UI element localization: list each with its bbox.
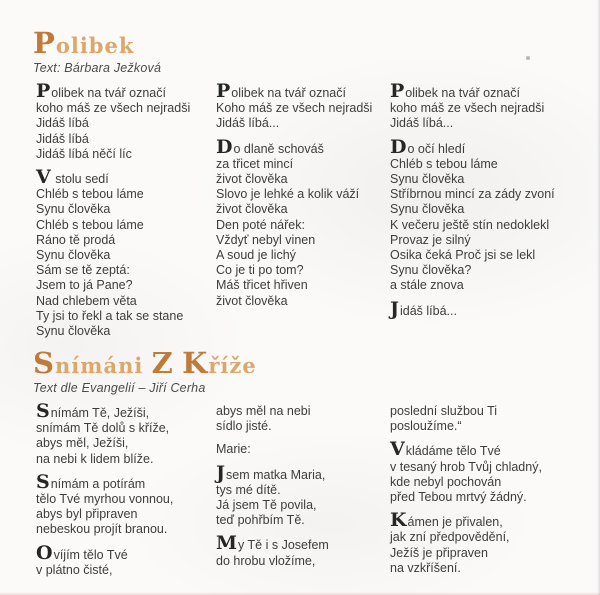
stanza <box>36 470 216 538</box>
lyric-line: Jidáš líbá <box>36 116 89 131</box>
title-letter: e <box>242 353 257 378</box>
title-capital-letter: S <box>33 346 55 380</box>
lyrics-column <box>390 404 570 584</box>
title-capital-letter: K <box>182 346 209 380</box>
lyric-line: kde nebyl pochován <box>390 474 502 489</box>
lyric-line <box>390 509 570 532</box>
drop-cap-letter: M <box>216 532 238 555</box>
title-letter: l <box>70 33 80 58</box>
lyric-line: Nad chlebem věta <box>36 293 137 308</box>
lyric-line: jak zní předpovědění, <box>390 530 510 545</box>
title-letter: ž <box>229 353 243 378</box>
lyric-line-rest: o dlaně schováš <box>233 141 324 156</box>
drop-cap-letter: P <box>390 80 405 102</box>
lyric-line-rest: olibek na tvář označí <box>231 86 346 100</box>
lyric-line: Chléb s tebou láme <box>36 187 144 202</box>
lyric-line: na vzkříšení. <box>390 560 461 575</box>
lyric-line: Chléb s tebou láme <box>36 217 144 232</box>
title-letter: n <box>118 353 135 378</box>
lyric-line: Synu člověka <box>36 324 111 339</box>
lyric-line <box>36 541 216 564</box>
title-letter: í <box>220 353 230 378</box>
song-credit: Text: Bárbara Ježková <box>33 61 162 75</box>
lyric-line <box>216 532 396 555</box>
lyric-line: tělo Tvé myrhou vonnou, <box>36 492 174 507</box>
lyric-line <box>36 166 216 189</box>
lyric-line <box>36 80 216 102</box>
title-letter: e <box>104 33 119 58</box>
lyrics-column <box>216 404 396 577</box>
drop-cap-letter: K <box>390 509 407 532</box>
lyric-line: A soud je lichý <box>216 248 296 263</box>
lyric-line-rest: olibek na tvář označí <box>405 86 520 100</box>
drop-cap-letter: O <box>36 541 53 564</box>
lyrics-column <box>216 80 396 317</box>
lyric-line: Synu člověka <box>390 172 465 187</box>
lyric-line: Synu člověka <box>36 202 111 217</box>
lyric-line: Synu člověka <box>390 202 465 217</box>
lyric-line-rest: y Tě i s Josefem <box>238 538 329 553</box>
stanza <box>36 541 216 578</box>
lyric-line: Máš třicet hřiven <box>216 278 308 293</box>
song-header-snimani-z-krize <box>33 346 257 395</box>
title-letter: i <box>134 353 144 378</box>
lyric-line: Osika čeká Proč jsi se lekl <box>390 248 536 263</box>
stanza <box>36 400 216 467</box>
lyric-line-rest: sem matka Maria, <box>226 467 326 482</box>
lyric-line: Ježíš je připraven <box>390 545 488 560</box>
lyric-line-rest: nímám a potírám <box>50 476 146 491</box>
lyric-line: život člověka <box>216 202 288 217</box>
lyric-line: posloužíme.“ <box>390 419 462 434</box>
stanza <box>390 404 570 434</box>
lyric-line: Sám se tě zeptá: <box>36 263 130 278</box>
lyric-line: sídlo jisté. <box>216 419 272 434</box>
lyric-line: abys byl připraven <box>36 507 138 522</box>
lyric-line-rest: idáš líbá... <box>400 303 457 318</box>
title-letter: b <box>88 33 105 58</box>
lyric-line: Koho máš ze všech nejradši <box>216 101 373 116</box>
stanza <box>390 80 570 132</box>
lyric-line: v tesaný hrob Tvůj chladný, <box>390 459 542 474</box>
lyric-line: poslední službou Ti <box>390 404 498 418</box>
lyric-line: za třicet mincí <box>216 156 294 171</box>
drop-cap-letter: P <box>36 80 51 102</box>
lyrics-column <box>36 400 216 586</box>
lyric-line <box>390 438 570 461</box>
lyrics-column <box>36 80 216 347</box>
lyric-line: Provaz je silný <box>390 232 471 247</box>
lyric-line-rest: nímám Tě, Ježíši, <box>50 406 150 420</box>
lyric-line <box>216 461 396 484</box>
drop-cap-letter: D <box>390 135 407 158</box>
lyric-line <box>36 470 216 493</box>
title-capital-letter: P <box>33 26 56 60</box>
stanza <box>390 135 570 294</box>
lyric-line: teď pohřbím Tě. <box>216 513 305 528</box>
stanza <box>36 166 216 339</box>
lyric-line: Slovo je lehké a kolik váží <box>216 187 360 202</box>
stanza <box>216 461 396 529</box>
title-letter: k <box>118 33 135 58</box>
drop-cap-letter: V <box>36 166 51 189</box>
lyric-line-rest: stolu sedí <box>51 172 109 187</box>
stanza <box>390 438 570 505</box>
lyric-line: tys mé dítě. <box>216 482 281 497</box>
stanza <box>390 297 570 320</box>
lyric-line-rest: ámen je přivalen, <box>407 515 503 530</box>
lyric-line: Synu člověka <box>36 248 111 263</box>
drop-cap-letter: J <box>216 461 225 484</box>
title-letter: ř <box>208 353 221 378</box>
stanza <box>216 532 396 568</box>
title-letter: á <box>103 353 119 378</box>
title-letter: m <box>80 353 104 378</box>
lyric-line: Stříbrnou mincí za zády zvoní <box>390 187 555 202</box>
lyric-line <box>390 297 570 320</box>
drop-cap-letter: S <box>36 470 50 493</box>
lyric-line: Marie: <box>216 442 251 457</box>
lyric-line: Ráno tě prodá <box>36 232 116 247</box>
lyric-line-rest: kládáme tělo Tvé <box>405 444 501 459</box>
lyric-line: snímám Tě dolů s kříže, <box>36 421 170 436</box>
song-title <box>33 26 161 58</box>
lyric-line <box>216 135 396 158</box>
lyric-line-rest: víjím tělo Tvé <box>53 547 128 562</box>
title-letter <box>143 353 151 378</box>
lyric-line: abys měl na nebi <box>216 404 311 418</box>
lyric-line: do hrobu vložíme, <box>216 553 316 568</box>
scan-speck <box>526 56 530 60</box>
lyric-line: na nebi k lidem blíže. <box>36 451 154 466</box>
lyric-line: před Tebou mrtvý žádný. <box>390 490 527 505</box>
lyric-line: abys měl, Ježíši, <box>36 436 129 451</box>
title-letter <box>174 353 182 378</box>
lyric-line: koho máš ze všech nejradši <box>390 101 545 116</box>
stanza <box>36 80 216 162</box>
lyric-line: K večeru ještě stín nedoklekl <box>390 217 550 232</box>
drop-cap-letter: S <box>36 400 50 422</box>
lyric-line: Vždyť nebyl vinen <box>216 232 316 247</box>
drop-cap-letter: J <box>390 297 399 320</box>
lyric-line: Jidáš líbá něčí líc <box>36 146 132 161</box>
lyric-line: život člověka <box>216 293 288 308</box>
lyric-line-rest: olibek na tvář označí <box>51 86 166 100</box>
lyric-line: Jidáš líbá <box>36 131 89 146</box>
stanza <box>390 509 570 576</box>
title-letter: i <box>79 33 89 58</box>
lyric-line: Chléb s tebou láme <box>390 156 498 171</box>
stanza <box>216 442 396 457</box>
lyric-line: v plátno čisté, <box>36 562 113 577</box>
lyric-line <box>216 80 396 102</box>
drop-cap-letter: V <box>390 438 405 461</box>
drop-cap-letter: D <box>216 135 233 158</box>
lyrics-column <box>390 80 570 327</box>
lyric-line: Synu člověka? <box>390 263 472 278</box>
lyric-line-rest: o očí hledí <box>407 141 466 156</box>
stanza <box>216 135 396 309</box>
song-header-polibek <box>33 26 161 75</box>
lyric-line: Co je ti po tom? <box>216 263 304 278</box>
title-letter: í <box>71 353 81 378</box>
lyric-line <box>390 135 570 158</box>
lyric-line: koho máš ze všech nejradši <box>36 101 191 116</box>
song-title <box>33 346 257 378</box>
lyric-line: a stále znova <box>390 278 464 293</box>
lyric-line <box>36 400 216 422</box>
song-credit: Text dle Evangelií – Jiří Cerha <box>33 381 206 395</box>
lyric-line: život člověka <box>216 172 288 187</box>
lyric-line: Ty jsi to řekl a tak se stane <box>36 308 184 323</box>
drop-cap-letter: P <box>216 80 231 102</box>
lyric-line: Den poté nářek: <box>216 217 305 232</box>
stanza <box>216 80 396 132</box>
title-capital-letter: Z <box>151 346 174 380</box>
lyric-line: nebeskou projít branou. <box>36 522 168 537</box>
lyric-line: Jsem to já Pane? <box>36 278 133 293</box>
lyric-line <box>390 80 570 102</box>
lyric-line: Jidáš líbá... <box>216 116 280 131</box>
lyric-line: Jidáš líbá... <box>390 116 454 131</box>
lyric-line: Já jsem Tě povila, <box>216 498 317 513</box>
title-letter: o <box>55 33 71 58</box>
title-letter: n <box>54 353 72 378</box>
stanza <box>216 404 396 434</box>
